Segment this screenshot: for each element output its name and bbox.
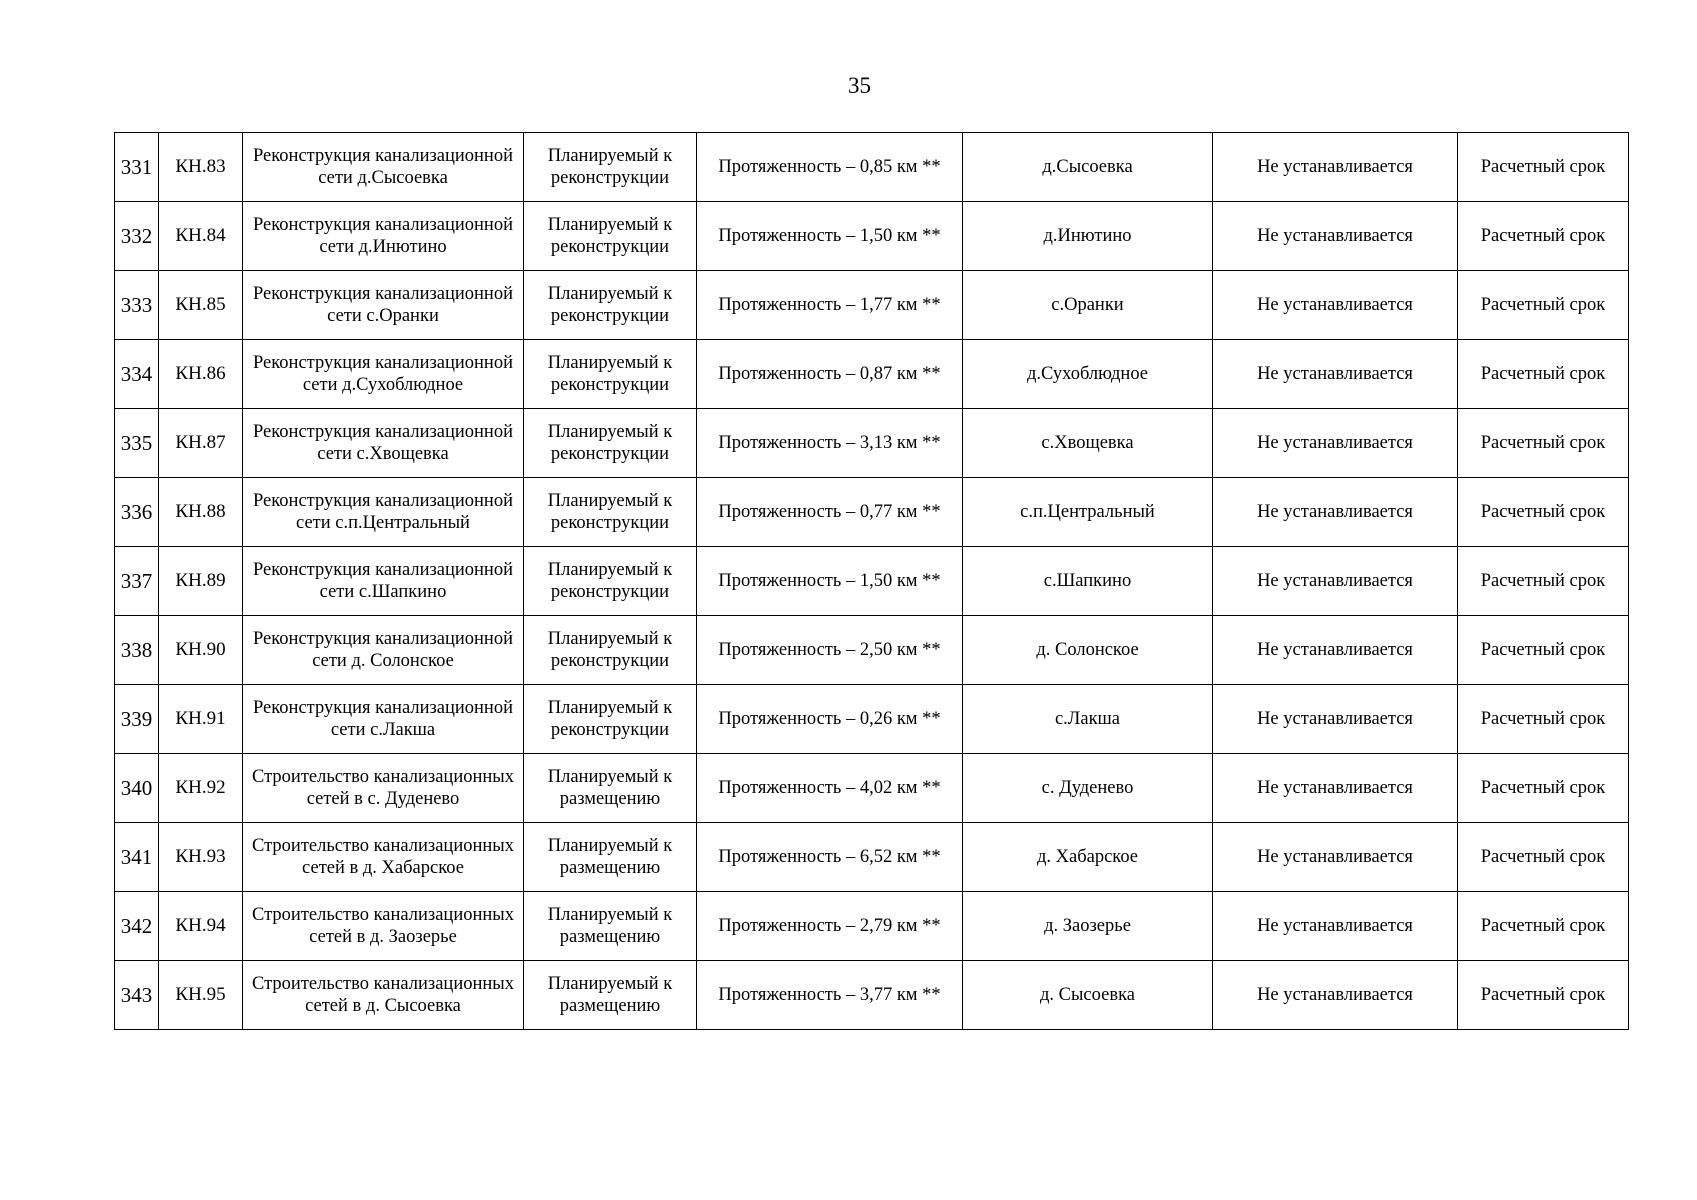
object-parameters-cell: Протяженность – 1,50 км ** — [697, 547, 963, 616]
object-parameters-cell: Протяженность – 2,79 км ** — [697, 892, 963, 961]
row-number-cell: 340 — [115, 754, 159, 823]
object-status-cell: Планируемый к размещению — [524, 892, 697, 961]
table-row — [115, 133, 1629, 202]
object-name-cell: Реконструкция канализационной сети с.п.Центральный — [243, 478, 524, 547]
table-row — [115, 754, 1629, 823]
object-name-cell: Реконструкция канализационной сети с.Хвощевка — [243, 409, 524, 478]
implementation-term-cell: Расчетный срок — [1458, 340, 1629, 409]
object-status-cell: Планируемый к размещению — [524, 961, 697, 1030]
object-status-cell: Планируемый к реконструкции — [524, 616, 697, 685]
object-code-cell: КН.83 — [159, 133, 243, 202]
protection-zone-cell: Не устанавливается — [1213, 892, 1458, 961]
implementation-term-cell: Расчетный срок — [1458, 547, 1629, 616]
implementation-term-cell: Расчетный срок — [1458, 409, 1629, 478]
table-row — [115, 202, 1629, 271]
object-status-cell: Планируемый к реконструкции — [524, 685, 697, 754]
implementation-term-cell: Расчетный срок — [1458, 616, 1629, 685]
object-name-cell: Строительство канализационных сетей в д. Хабарское — [243, 823, 524, 892]
page-number: 35 — [848, 73, 871, 98]
object-parameters-cell: Протяженность – 3,13 км ** — [697, 409, 963, 478]
protection-zone-cell: Не устанавливается — [1213, 616, 1458, 685]
protection-zone-cell: Не устанавливается — [1213, 409, 1458, 478]
object-name-cell: Реконструкция канализационной сети д.Инютино — [243, 202, 524, 271]
object-parameters-cell: Протяженность – 1,50 км ** — [697, 202, 963, 271]
object-status-cell: Планируемый к реконструкции — [524, 478, 697, 547]
object-status-cell: Планируемый к реконструкции — [524, 409, 697, 478]
table-row — [115, 409, 1629, 478]
protection-zone-cell: Не устанавливается — [1213, 133, 1458, 202]
object-location-cell: д.Сухоблюдное — [963, 340, 1213, 409]
protection-zone-cell: Не устанавливается — [1213, 340, 1458, 409]
row-number-cell: 336 — [115, 478, 159, 547]
object-location-cell: д. Солонское — [963, 616, 1213, 685]
object-name-cell: Реконструкция канализационной сети д. Солонское — [243, 616, 524, 685]
implementation-term-cell: Расчетный срок — [1458, 892, 1629, 961]
row-number-cell: 332 — [115, 202, 159, 271]
implementation-term-cell: Расчетный срок — [1458, 685, 1629, 754]
object-code-cell: КН.87 — [159, 409, 243, 478]
protection-zone-cell: Не устанавливается — [1213, 961, 1458, 1030]
protection-zone-cell: Не устанавливается — [1213, 754, 1458, 823]
protection-zone-cell: Не устанавливается — [1213, 823, 1458, 892]
protection-zone-cell: Не устанавливается — [1213, 271, 1458, 340]
implementation-term-cell: Расчетный срок — [1458, 961, 1629, 1030]
row-number-cell: 343 — [115, 961, 159, 1030]
object-location-cell: с.Шапкино — [963, 547, 1213, 616]
table-row — [115, 340, 1629, 409]
row-number-cell: 341 — [115, 823, 159, 892]
implementation-term-cell: Расчетный срок — [1458, 202, 1629, 271]
protection-zone-cell: Не устанавливается — [1213, 685, 1458, 754]
implementation-term-cell: Расчетный срок — [1458, 133, 1629, 202]
object-status-cell: Планируемый к реконструкции — [524, 340, 697, 409]
table-row — [115, 547, 1629, 616]
object-code-cell: КН.89 — [159, 547, 243, 616]
object-status-cell: Планируемый к реконструкции — [524, 133, 697, 202]
object-name-cell: Реконструкция канализационной сети с.Лакша — [243, 685, 524, 754]
object-parameters-cell: Протяженность – 0,77 км ** — [697, 478, 963, 547]
table-row — [115, 478, 1629, 547]
table-row — [115, 685, 1629, 754]
objects-table — [114, 132, 1629, 1030]
object-name-cell: Реконструкция канализационной сети д.Сысоевка — [243, 133, 524, 202]
row-number-cell: 339 — [115, 685, 159, 754]
object-location-cell: с.п.Центральный — [963, 478, 1213, 547]
object-status-cell: Планируемый к размещению — [524, 754, 697, 823]
object-name-cell: Строительство канализационных сетей в с. Дуденево — [243, 754, 524, 823]
row-number-cell: 337 — [115, 547, 159, 616]
object-code-cell: КН.84 — [159, 202, 243, 271]
table-body — [115, 133, 1629, 1030]
object-parameters-cell: Протяженность – 1,77 км ** — [697, 271, 963, 340]
object-parameters-cell: Протяженность – 3,77 км ** — [697, 961, 963, 1030]
object-code-cell: КН.88 — [159, 478, 243, 547]
object-code-cell: КН.94 — [159, 892, 243, 961]
object-parameters-cell: Протяженность – 6,52 км ** — [697, 823, 963, 892]
object-location-cell: д.Сысоевка — [963, 133, 1213, 202]
object-code-cell: КН.90 — [159, 616, 243, 685]
object-name-cell: Реконструкция канализационной сети с.Оранки — [243, 271, 524, 340]
implementation-term-cell: Расчетный срок — [1458, 823, 1629, 892]
table-row — [115, 823, 1629, 892]
object-parameters-cell: Протяженность – 0,87 км ** — [697, 340, 963, 409]
object-parameters-cell: Протяженность – 4,02 км ** — [697, 754, 963, 823]
object-code-cell: КН.86 — [159, 340, 243, 409]
table-row — [115, 961, 1629, 1030]
object-status-cell: Планируемый к размещению — [524, 823, 697, 892]
object-location-cell: с. Дуденево — [963, 754, 1213, 823]
object-status-cell: Планируемый к реконструкции — [524, 202, 697, 271]
object-parameters-cell: Протяженность – 0,26 км ** — [697, 685, 963, 754]
object-location-cell: с.Хвощевка — [963, 409, 1213, 478]
row-number-cell: 335 — [115, 409, 159, 478]
implementation-term-cell: Расчетный срок — [1458, 271, 1629, 340]
table-row — [115, 616, 1629, 685]
object-location-cell: с.Лакша — [963, 685, 1213, 754]
object-location-cell: д.Инютино — [963, 202, 1213, 271]
object-status-cell: Планируемый к реконструкции — [524, 271, 697, 340]
row-number-cell: 334 — [115, 340, 159, 409]
object-code-cell: КН.95 — [159, 961, 243, 1030]
object-location-cell: д. Сысоевка — [963, 961, 1213, 1030]
row-number-cell: 333 — [115, 271, 159, 340]
object-name-cell: Реконструкция канализационной сети с.Шапкино — [243, 547, 524, 616]
protection-zone-cell: Не устанавливается — [1213, 478, 1458, 547]
object-parameters-cell: Протяженность – 0,85 км ** — [697, 133, 963, 202]
object-location-cell: с.Оранки — [963, 271, 1213, 340]
row-number-cell: 331 — [115, 133, 159, 202]
object-name-cell: Строительство канализационных сетей в д. Заозерье — [243, 892, 524, 961]
row-number-cell: 342 — [115, 892, 159, 961]
implementation-term-cell: Расчетный срок — [1458, 754, 1629, 823]
table-row — [115, 271, 1629, 340]
object-name-cell: Строительство канализационных сетей в д. Сысоевка — [243, 961, 524, 1030]
object-parameters-cell: Протяженность – 2,50 км ** — [697, 616, 963, 685]
object-code-cell: КН.85 — [159, 271, 243, 340]
object-location-cell: д. Заозерье — [963, 892, 1213, 961]
protection-zone-cell: Не устанавливается — [1213, 547, 1458, 616]
object-code-cell: КН.91 — [159, 685, 243, 754]
implementation-term-cell: Расчетный срок — [1458, 478, 1629, 547]
protection-zone-cell: Не устанавливается — [1213, 202, 1458, 271]
object-location-cell: д. Хабарское — [963, 823, 1213, 892]
object-code-cell: КН.92 — [159, 754, 243, 823]
object-name-cell: Реконструкция канализационной сети д.Сухоблюдное — [243, 340, 524, 409]
object-code-cell: КН.93 — [159, 823, 243, 892]
row-number-cell: 338 — [115, 616, 159, 685]
table-row — [115, 892, 1629, 961]
object-status-cell: Планируемый к реконструкции — [524, 547, 697, 616]
